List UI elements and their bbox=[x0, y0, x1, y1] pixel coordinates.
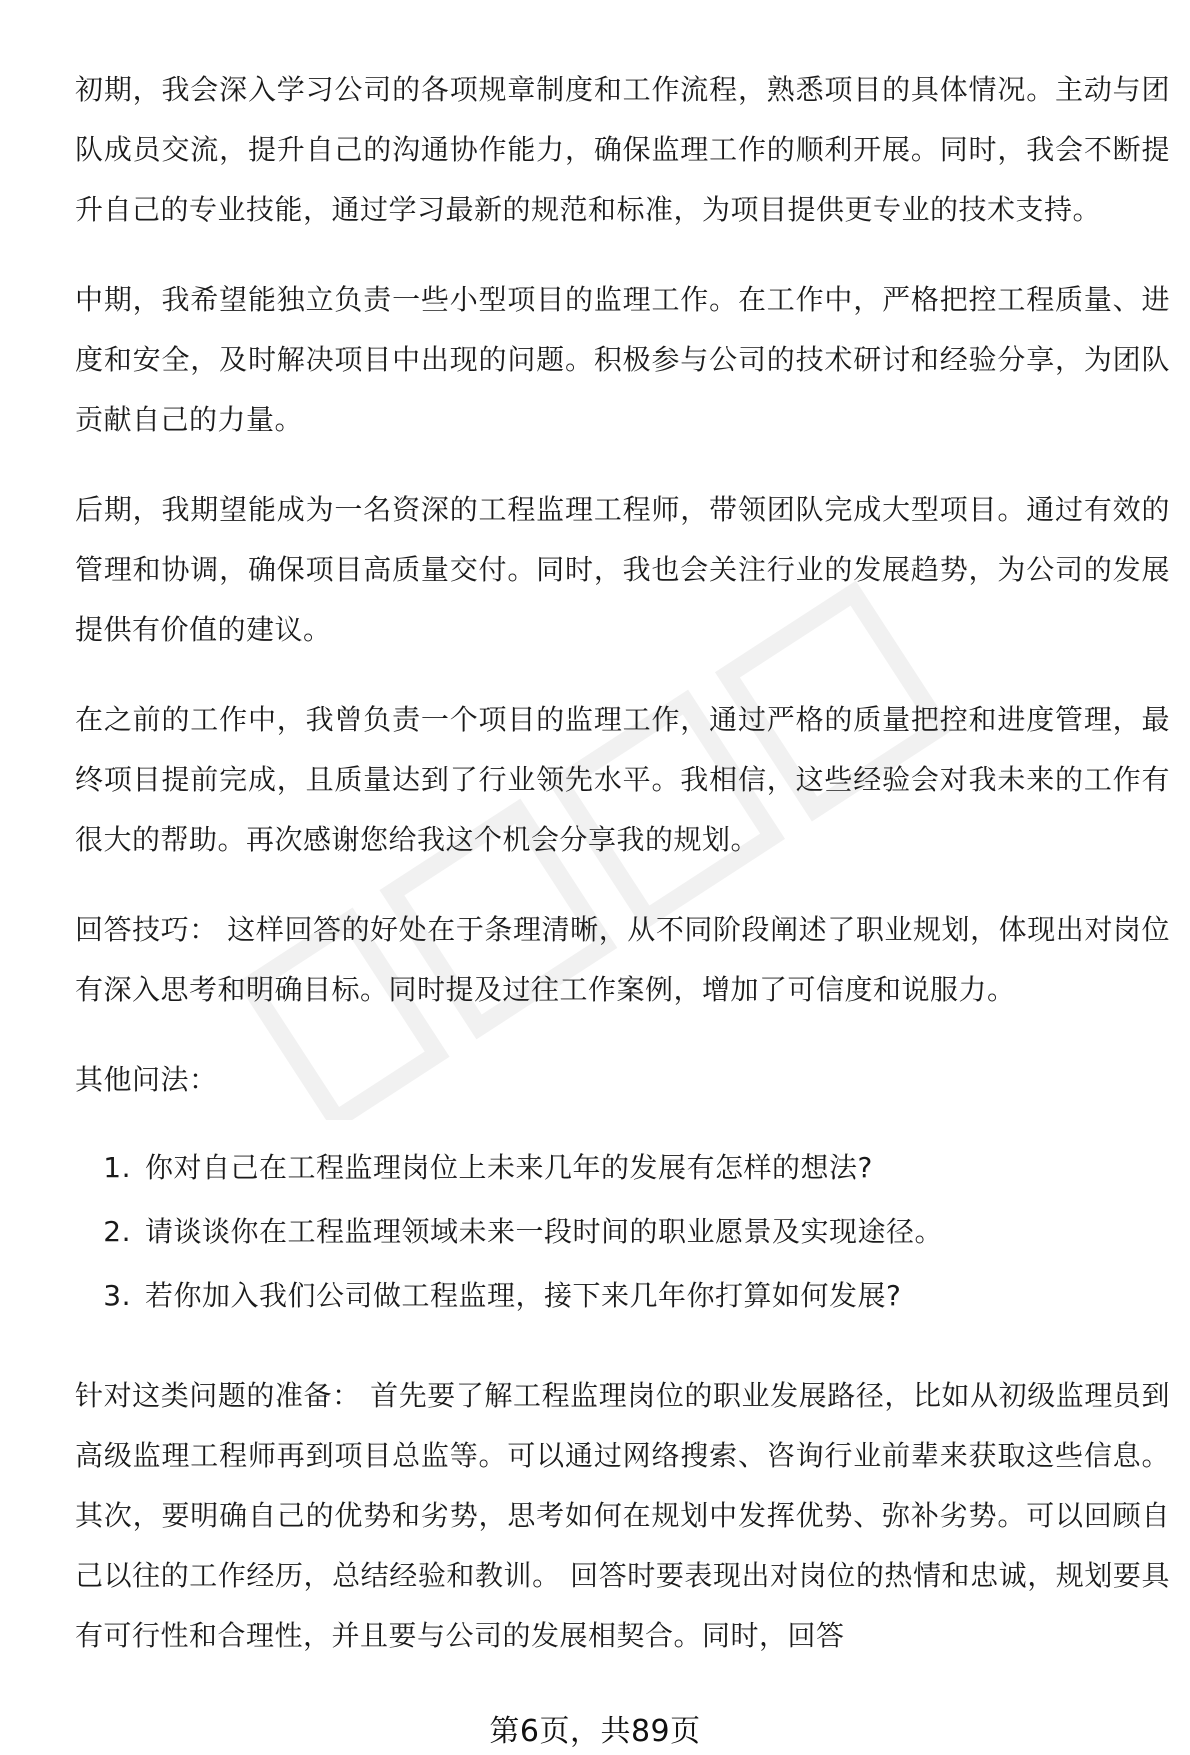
paragraph-answer-tips: 回答技巧： 这样回答的好处在于条理清晰，从不同阶段阐述了职业规划，体现出对岗位有深入思考和明确目标。同时提及过往工作案例，增加了可信度和说服力。 bbox=[75, 913, 1170, 1006]
other-questions-list bbox=[75, 1136, 1170, 1328]
paragraph-late-stage: 后期，我期望能成为一名资深的工程监理工程师，带领团队完成大型项目。通过有效的管理和协调，确保项目高质量交付。同时，我也会关注行业的发展趋势，为公司的发展提供有价值的建议。 bbox=[75, 493, 1170, 646]
list-item-text: 你对自己在工程监理岗位上未来几年的发展有怎样的想法? bbox=[145, 1151, 873, 1184]
document-body bbox=[75, 60, 1170, 1666]
list-item-number: 1. bbox=[103, 1151, 131, 1184]
list-item-text: 请谈谈你在工程监理领域未来一段时间的职业愿景及实现途径。 bbox=[145, 1215, 944, 1248]
list-item-number: 3. bbox=[103, 1279, 131, 1312]
list-item bbox=[75, 1264, 1170, 1328]
paragraph-preparation: 针对这类问题的准备： 首先要了解工程监理岗位的职业发展路径，比如从初级监理员到高级监理工程师再到项目总监等。可以通过网络搜索、咨询行业前辈来获取这些信息。 其次，要明确自己的优势和劣势，思考如何在规划中发挥优势、弥补劣势。可以回顾自己以往的工作经历，总结经验和教训。 回答时要表现出对岗位的热情和忠诚，规划要具有可行性和合理性，并且要与公司的发展相契合。同时，回答 bbox=[75, 1379, 1170, 1652]
page-number-footer: 第6页，共89页 bbox=[489, 1714, 701, 1749]
list-item bbox=[75, 1200, 1170, 1264]
list-item bbox=[75, 1136, 1170, 1200]
list-item-number: 2. bbox=[103, 1215, 131, 1248]
list-item-text: 若你加入我们公司做工程监理，接下来几年你打算如何发展? bbox=[145, 1279, 902, 1312]
paragraph-early-stage: 初期，我会深入学习公司的各项规章制度和工作流程，熟悉项目的具体情况。主动与团队成员交流，提升自己的沟通协作能力，确保监理工作的顺利开展。同时，我会不断提升自己的专业技能，通过学习最新的规范和标准，为项目提供更专业的技术支持。 bbox=[75, 73, 1170, 226]
paragraph-other-questions-heading: 其他问法： bbox=[75, 1063, 218, 1096]
paragraph-mid-stage: 中期，我希望能独立负责一些小型项目的监理工作。在工作中，严格把控工程质量、进度和安全，及时解决项目中出现的问题。积极参与公司的技术研讨和经验分享，为团队贡献自己的力量。 bbox=[75, 283, 1170, 436]
paragraph-past-experience: 在之前的工作中，我曾负责一个项目的监理工作，通过严格的质量把控和进度管理，最终项目提前完成，且质量达到了行业领先水平。我相信，这些经验会对我未来的工作有很大的帮助。再次感谢您给我这个机会分享我的规划。 bbox=[75, 703, 1170, 856]
